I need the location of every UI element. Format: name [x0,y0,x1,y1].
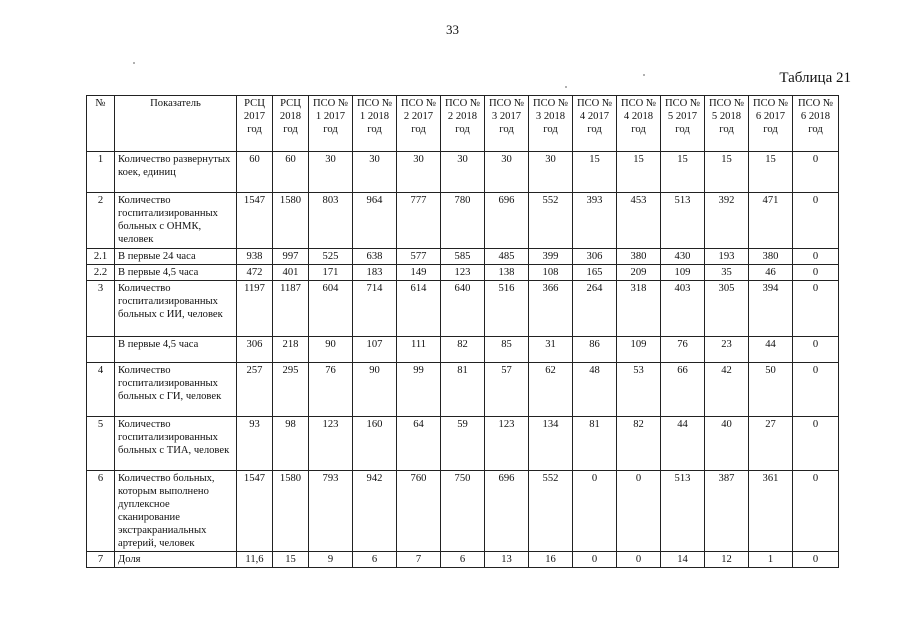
value-cell: 1547 [237,471,273,552]
value-cell: 171 [309,265,353,281]
value-cell: 295 [273,363,309,417]
value-cell: 1187 [273,281,309,337]
value-cell: 0 [617,471,661,552]
value-cell: 0 [793,193,839,249]
value-cell: 393 [573,193,617,249]
value-cell: 35 [705,265,749,281]
row-label: Количество госпитализированных больных с ОНМК, человек [115,193,237,249]
value-cell: 6 [441,552,485,568]
value-cell: 471 [749,193,793,249]
value-cell: 1580 [273,471,309,552]
column-header: ПСО № 1 2017 год [309,96,353,152]
value-cell: 257 [237,363,273,417]
row-number: 6 [87,471,115,552]
value-cell: 366 [529,281,573,337]
value-cell: 107 [353,337,397,363]
row-label: Количество больных, которым выполнено дуплексное сканирование экстракраниальных артерий, человек [115,471,237,552]
value-cell: 15 [573,152,617,193]
value-cell: 0 [793,152,839,193]
value-cell: 1580 [273,193,309,249]
value-cell: 0 [793,552,839,568]
value-cell: 123 [485,417,529,471]
table-header-row [87,96,839,152]
value-cell: 0 [793,471,839,552]
value-cell: 394 [749,281,793,337]
value-cell: 306 [237,337,273,363]
value-cell: 81 [441,363,485,417]
value-cell: 640 [441,281,485,337]
value-cell: 12 [705,552,749,568]
value-cell: 93 [237,417,273,471]
value-cell: 1197 [237,281,273,337]
value-cell: 193 [705,249,749,265]
value-cell: 46 [749,265,793,281]
value-cell: 793 [309,471,353,552]
table-row [87,471,839,552]
column-header: ПСО № 4 2018 год [617,96,661,152]
value-cell: 218 [273,337,309,363]
value-cell: 318 [617,281,661,337]
value-cell: 209 [617,265,661,281]
value-cell: 696 [485,471,529,552]
value-cell: 60 [237,152,273,193]
value-cell: 942 [353,471,397,552]
value-cell: 30 [529,152,573,193]
value-cell: 134 [529,417,573,471]
value-cell: 60 [273,152,309,193]
value-cell: 638 [353,249,397,265]
value-cell: 7 [397,552,441,568]
value-cell: 48 [573,363,617,417]
row-number: 5 [87,417,115,471]
value-cell: 66 [661,363,705,417]
row-number: 2.1 [87,249,115,265]
value-cell: 361 [749,471,793,552]
value-cell: 0 [793,417,839,471]
table-row [87,281,839,337]
row-label: Количество госпитализированных больных с ГИ, человек [115,363,237,417]
value-cell: 108 [529,265,573,281]
column-header: ПСО № 3 2018 год [529,96,573,152]
value-cell: 0 [573,552,617,568]
value-cell: 0 [573,471,617,552]
value-cell: 6 [353,552,397,568]
value-cell: 27 [749,417,793,471]
row-number: 1 [87,152,115,193]
value-cell: 577 [397,249,441,265]
value-cell: 81 [573,417,617,471]
column-header: ПСО № 1 2018 год [353,96,397,152]
value-cell: 30 [441,152,485,193]
value-cell: 997 [273,249,309,265]
value-cell: 0 [793,363,839,417]
table-body [87,152,839,568]
value-cell: 472 [237,265,273,281]
column-header: РСЦ 2017 год [237,96,273,152]
row-label: Количество госпитализированных больных с ТИА, человек [115,417,237,471]
value-cell: 0 [793,281,839,337]
page-number: 33 [446,22,459,37]
value-cell: 403 [661,281,705,337]
value-cell: 90 [309,337,353,363]
value-cell: 430 [661,249,705,265]
value-cell: 15 [617,152,661,193]
value-cell: 552 [529,193,573,249]
value-cell: 513 [661,471,705,552]
value-cell: 138 [485,265,529,281]
data-table [86,95,839,568]
value-cell: 86 [573,337,617,363]
value-cell: 938 [237,249,273,265]
table-row [87,193,839,249]
value-cell: 0 [793,265,839,281]
row-number: 3 [87,281,115,337]
column-header: ПСО № 2 2018 год [441,96,485,152]
value-cell: 1 [749,552,793,568]
value-cell: 516 [485,281,529,337]
value-cell: 585 [441,249,485,265]
table-row [87,249,839,265]
value-cell: 76 [661,337,705,363]
value-cell: 714 [353,281,397,337]
value-cell: 50 [749,363,793,417]
value-cell: 149 [397,265,441,281]
value-cell: 387 [705,471,749,552]
value-cell: 165 [573,265,617,281]
value-cell: 31 [529,337,573,363]
value-cell: 160 [353,417,397,471]
value-cell: 803 [309,193,353,249]
value-cell: 90 [353,363,397,417]
value-cell: 750 [441,471,485,552]
value-cell: 305 [705,281,749,337]
value-cell: 964 [353,193,397,249]
value-cell: 513 [661,193,705,249]
value-cell: 109 [661,265,705,281]
value-cell: 98 [273,417,309,471]
value-cell: 23 [705,337,749,363]
column-header: ПСО № 6 2017 год [749,96,793,152]
value-cell: 123 [441,265,485,281]
value-cell: 401 [273,265,309,281]
value-cell: 604 [309,281,353,337]
table-row [87,152,839,193]
table-row [87,552,839,568]
value-cell: 614 [397,281,441,337]
column-header: Показатель [115,96,237,152]
value-cell: 13 [485,552,529,568]
scan-dot [565,86,567,88]
value-cell: 485 [485,249,529,265]
value-cell: 16 [529,552,573,568]
row-number: 2 [87,193,115,249]
value-cell: 380 [749,249,793,265]
row-number [87,337,115,363]
value-cell: 0 [793,337,839,363]
column-header: ПСО № 5 2018 год [705,96,749,152]
value-cell: 76 [309,363,353,417]
value-cell: 82 [617,417,661,471]
table-row [87,265,839,281]
value-cell: 30 [309,152,353,193]
value-cell: 111 [397,337,441,363]
column-header: № [87,96,115,152]
row-label: Количество госпитализированных больных с ИИ, человек [115,281,237,337]
value-cell: 44 [749,337,793,363]
column-header: ПСО № 4 2017 год [573,96,617,152]
value-cell: 15 [749,152,793,193]
row-number: 2.2 [87,265,115,281]
value-cell: 183 [353,265,397,281]
value-cell: 15 [661,152,705,193]
value-cell: 59 [441,417,485,471]
value-cell: 760 [397,471,441,552]
value-cell: 380 [617,249,661,265]
value-cell: 44 [661,417,705,471]
table-row [87,417,839,471]
value-cell: 85 [485,337,529,363]
row-label: Доля [115,552,237,568]
value-cell: 53 [617,363,661,417]
scan-dot [643,74,645,76]
table-caption: Таблица 21 [779,70,851,86]
value-cell: 15 [705,152,749,193]
value-cell: 14 [661,552,705,568]
row-label: В первые 24 часа [115,249,237,265]
value-cell: 696 [485,193,529,249]
scan-dot [133,62,135,64]
column-header: ПСО № 6 2018 год [793,96,839,152]
value-cell: 0 [793,249,839,265]
value-cell: 123 [309,417,353,471]
column-header: ПСО № 3 2017 год [485,96,529,152]
value-cell: 399 [529,249,573,265]
value-cell: 9 [309,552,353,568]
value-cell: 392 [705,193,749,249]
column-header: ПСО № 5 2017 год [661,96,705,152]
value-cell: 109 [617,337,661,363]
value-cell: 30 [353,152,397,193]
value-cell: 30 [397,152,441,193]
column-header: РСЦ 2018 год [273,96,309,152]
row-label: Количество развернутых коек, единиц [115,152,237,193]
value-cell: 42 [705,363,749,417]
row-number: 7 [87,552,115,568]
value-cell: 264 [573,281,617,337]
value-cell: 82 [441,337,485,363]
column-header: ПСО № 2 2017 год [397,96,441,152]
value-cell: 777 [397,193,441,249]
value-cell: 40 [705,417,749,471]
value-cell: 62 [529,363,573,417]
value-cell: 525 [309,249,353,265]
table-row [87,337,839,363]
value-cell: 64 [397,417,441,471]
value-cell: 30 [485,152,529,193]
value-cell: 15 [273,552,309,568]
value-cell: 57 [485,363,529,417]
value-cell: 0 [617,552,661,568]
row-label: В первые 4,5 часа [115,337,237,363]
value-cell: 780 [441,193,485,249]
value-cell: 99 [397,363,441,417]
value-cell: 11,6 [237,552,273,568]
value-cell: 306 [573,249,617,265]
table-row [87,363,839,417]
value-cell: 453 [617,193,661,249]
row-number: 4 [87,363,115,417]
value-cell: 1547 [237,193,273,249]
value-cell: 552 [529,471,573,552]
row-label: В первые 4,5 часа [115,265,237,281]
